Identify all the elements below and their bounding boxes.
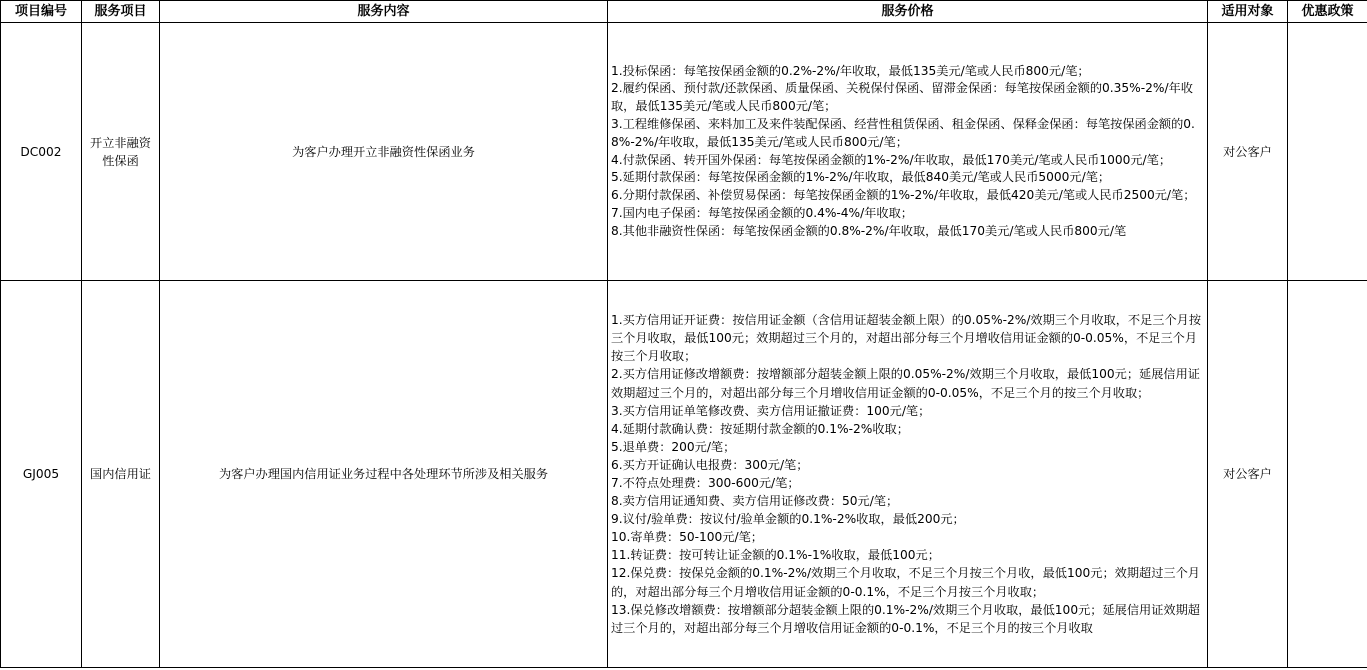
target-cell: 对公客户: [1208, 23, 1288, 281]
target-cell: 对公客户: [1208, 281, 1288, 668]
price-line: 5.退单费：200元/笔；: [611, 439, 736, 454]
content-cell: 为客户办理开立非融资性保函业务: [160, 23, 608, 281]
price-line: 1.投标保函：每笔按保函金额的0.2%-2%/年收取，最低135美元/笔或人民币800元/笔；: [611, 63, 1090, 78]
price-line: 10.寄单费：50-100元/笔；: [611, 530, 763, 545]
price-line: 5.延期付款保函：每笔按保函金额的1%-2%/年收取，最低840美元/笔或人民币5000元/笔；: [611, 170, 1111, 185]
price-line: 2.履约保函、预付款/还款保函、质量保函、关税保付保函、留滞金保函：每笔按保函金额的0.35%-2%/年收取，最低135美元/笔或人民币800元/笔；: [611, 81, 1193, 114]
header-code: 项目编号: [1, 1, 82, 23]
price-line: 9.议付/验单费：按议付/验单金额的0.1%-2%收取，最低200元；: [611, 512, 965, 527]
price-cell: [608, 281, 1208, 668]
header-item: 服务项目: [82, 1, 160, 23]
price-line: 8.其他非融资性保函：每笔按保函金额的0.8%-2%/年收取，最低170美元/笔或人民币800元/笔: [611, 223, 1127, 238]
header-content: 服务内容: [160, 1, 608, 23]
header-row: [1, 1, 1367, 23]
price-line: 11.转证费：按可转让证金额的0.1%-1%收取，最低100元；: [611, 548, 940, 563]
table-row: [1, 23, 1367, 281]
discount-cell: [1288, 23, 1367, 281]
price-line: 4.付款保函、转开国外保函：每笔按保函金额的1%-2%/年收取，最低170美元/笔或人民币1000元/笔；: [611, 152, 1172, 167]
code-cell: GJ005: [1, 281, 82, 668]
price-line: 4.延期付款确认费：按延期付款金额的0.1%-2%收取；: [611, 421, 909, 436]
price-line: 3.工程维修保函、来料加工及来件装配保函、经营性租赁保函、租金保函、保释金保函：每笔按保函金额的0.8%-2%/年收取，最低135美元/笔或人民币800元/笔；: [611, 116, 1195, 149]
header-price: 服务价格: [608, 1, 1208, 23]
item-cell: 国内信用证: [82, 281, 160, 668]
price-line: 8.卖方信用证通知费、卖方信用证修改费：50元/笔；: [611, 494, 899, 509]
price-line: 7.国内电子保函：每笔按保函金额的0.4%-4%/年收取；: [611, 205, 913, 220]
price-line: 3.买方信用证单笔修改费、卖方信用证撤证费：100元/笔；: [611, 403, 931, 418]
header-target: 适用对象: [1208, 1, 1288, 23]
content-cell: 为客户办理国内信用证业务过程中各处理环节所涉及相关服务: [160, 281, 608, 668]
price-cell: [608, 23, 1208, 281]
price-line: 12.保兑费：按保兑金额的0.1%-2%/效期三个月收取，不足三个月按三个月收，最低100元；效期超过三个月的，对超出部分每三个月增收信用证金额的0-0.1%，不足三个月按三个月收取；: [611, 566, 1200, 599]
price-line: 6.分期付款保函、补偿贸易保函：每笔按保函金额的1%-2%/年收取，最低420美元/笔或人民币2500元/笔；: [611, 188, 1196, 203]
table-row: [1, 281, 1367, 668]
price-line: 2.买方信用证修改增额费：按增额部分超装金额上限的0.05%-2%/效期三个月收取，最低100元；延展信用证效期超过三个月的，对超出部分每三个月增收信用证金额的0-0.05%，不足三个月的按三个月收取；: [611, 367, 1200, 400]
code-cell: DC002: [1, 23, 82, 281]
price-line: 6.买方开证确认电报费：300元/笔；: [611, 457, 809, 472]
item-cell: 开立非融资性保函: [82, 23, 160, 281]
price-line: 7.不符点处理费：300-600元/笔；: [611, 476, 800, 490]
price-line: 13.保兑修改增额费：按增额部分超装金额上限的0.1%-2%/效期三个月收取，最低100元；延展信用证效期超过三个月的，对超出部分每三个月增收信用证金额的0-0.1%，不足三个月的按三个月收取: [611, 602, 1200, 635]
discount-cell: [1288, 281, 1367, 668]
header-discount: 优惠政策: [1288, 1, 1367, 23]
price-line: 1.买方信用证开证费：按信用证金额（含信用证超装金额上限）的0.05%-2%/效期三个月收取，不足三个月按三个月收取，最低100元；效期超过三个月的，对超出部分每三个月增收信用证金额的0-0.05%，不足三个月按三个月收取；: [611, 313, 1202, 364]
